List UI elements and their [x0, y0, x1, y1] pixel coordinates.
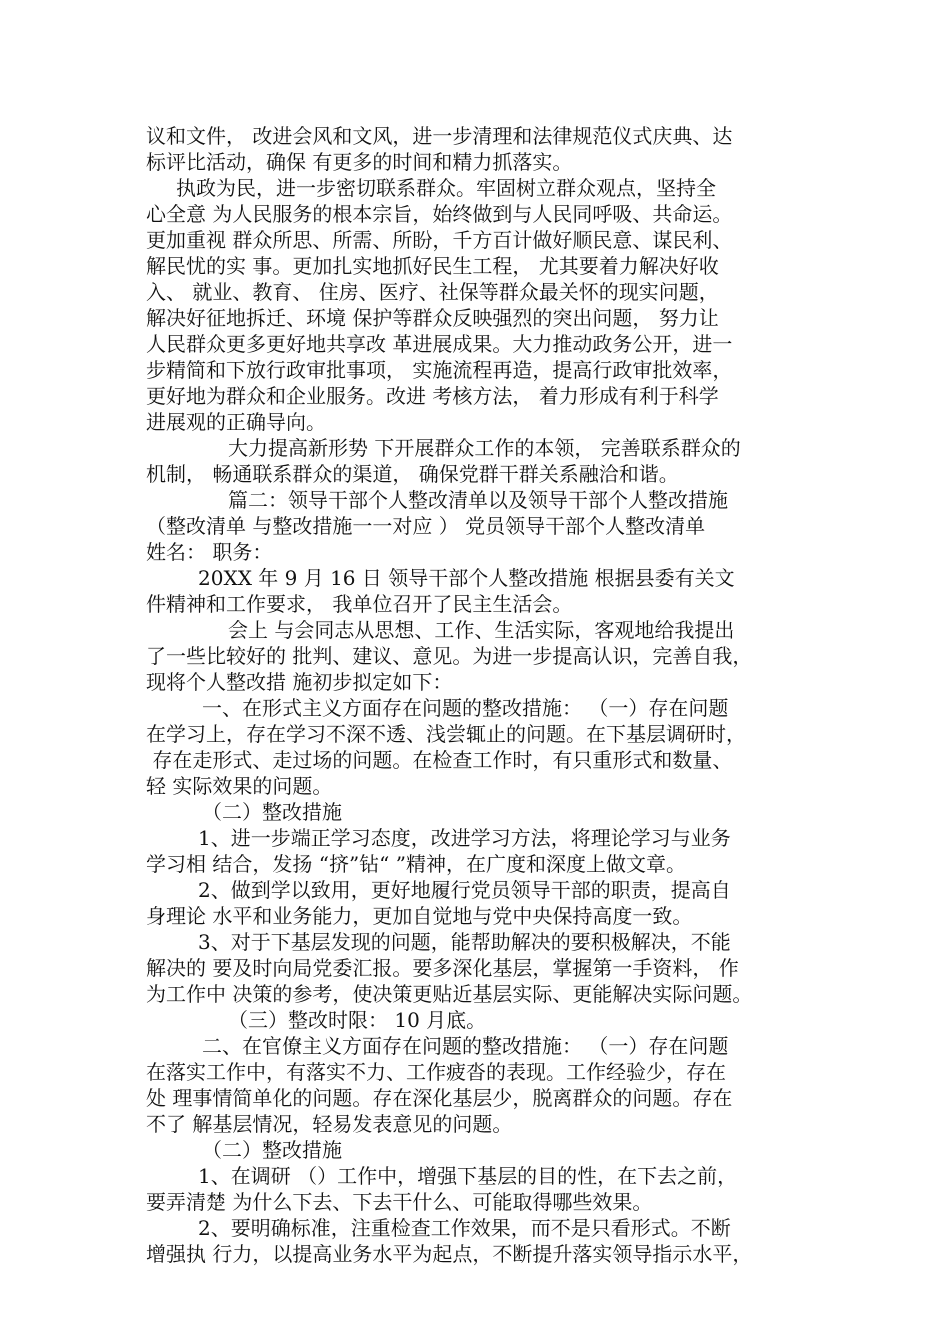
text-line: 更好地为群众和企业服务。改进 考核方法， 着力形成有利于科学 — [146, 384, 719, 408]
text-line: 机制， 畅通联系群众的渠道， 确保党群干群关系融洽和谐。 — [146, 462, 679, 486]
text-line: 2、要明确标准，注重检查工作效果，而不是只看形式。不断 — [198, 1216, 731, 1240]
text-line: 一、在形式主义方面存在问题的整改措施： （一）存在问题 — [202, 696, 729, 720]
text-line: 篇二：领导干部个人整改清单以及领导干部个人整改措施 — [228, 488, 728, 512]
text-line: 1、进一步端正学习态度，改进学习方法，将理论学习与业务 — [198, 826, 731, 850]
text-line: 20XX 年 9 月 16 日 领导干部个人整改措施 根据县委有关文 — [198, 566, 735, 590]
text-line: 为工作中 决策的参考，使决策更贴近基层实际、更能解决实际问题。 — [146, 982, 753, 1006]
text-line: （二）整改措施 — [202, 800, 342, 824]
text-line: 身理论 水平和业务能力，更加自觉地与党中央保持高度一致。 — [146, 904, 693, 928]
text-line: 姓名： 职务： — [146, 540, 273, 564]
text-line: 步精简和下放行政审批事项， 实施流程再造，提高行政审批效率， — [146, 358, 733, 382]
text-line: （整改清单 与整改措施一一对应 ） 党员领导干部个人整改清单 — [146, 514, 706, 538]
text-line: （二）整改措施 — [202, 1138, 342, 1162]
text-line: 1、在调研 （）工作中，增强下基层的目的性，在下去之前， — [198, 1164, 738, 1188]
text-line: 现将个人整改措 施初步拟定如下： — [146, 670, 453, 694]
text-line: （三）整改时限： 10 月底。 — [228, 1008, 487, 1032]
text-line: 存在走形式、走过场的问题。在检查工作时，有只重形式和数量、 — [146, 748, 733, 772]
text-line: 增强执 行力，以提高业务水平为起点，不断提升落实领导指示水平， — [146, 1242, 753, 1266]
text-line: 在学习上，存在学习不深不透、浅尝辄止的问题。在下基层调研时， — [146, 722, 746, 746]
text-line: 解决好征地拆迁、环境 保护等群众反映强烈的突出问题， 努力让 — [146, 306, 719, 330]
text-line: 会上 与会同志从思想、工作、生活实际，客观地给我提出 — [228, 618, 735, 642]
text-line: 3、对于下基层发现的问题，能帮助解决的要积极解决，不能 — [198, 930, 731, 954]
text-line: 人民群众更多更好地共享改 革进展成果。大力推动政务公开，进一 — [146, 332, 733, 356]
text-line: 了一些比较好的 批判、建议、意见。为进一步提高认识，完善自我， — [146, 644, 753, 668]
text-line: 解民忧的实 事。更加扎实地抓好民生工程， 尤其要着力解决好收 — [146, 254, 719, 278]
text-line: 轻 实际效果的问题。 — [146, 774, 333, 798]
text-line: 标评比活动，确保 有更多的时间和精力抓落实。 — [146, 150, 573, 174]
text-line: 要弄清楚 为什么下去、下去干什么、可能取得哪些效果。 — [146, 1190, 653, 1214]
text-line: 学习相 结合，发扬 “挤”钻“ ”精神，在广度和深度上做文章。 — [146, 852, 686, 876]
text-line: 心全意 为人民服务的根本宗旨，始终做到与人民同呼吸、共命运。 — [146, 202, 733, 226]
document-body — [146, 123, 814, 1267]
text-line: 处 理事情简单化的问题。存在深化基层少，脱离群众的问题。存在 — [146, 1086, 733, 1110]
text-line: 2、做到学以致用，更好地履行党员领导干部的职责，提高自 — [198, 878, 731, 902]
text-line: 更加重视 群众所思、所需、所盼，千方百计做好顺民意、谋民利、 — [146, 228, 733, 252]
text-line: 大力提高新形势 下开展群众工作的本领， 完善联系群众的 — [228, 436, 741, 460]
text-line: 件精神和工作要求， 我单位召开了民主生活会。 — [146, 592, 573, 616]
text-line: 议和文件， 改进会风和文风，进一步清理和法律规范仪式庆典、达 — [146, 124, 733, 148]
text-line: 进展观的正确导向。 — [146, 410, 326, 434]
text-line: 解决的 要及时向局党委汇报。要多深化基层，掌握第一手资料， 作 — [146, 956, 739, 980]
text-line: 入、 就业、教育、 住房、医疗、社保等群众最关怀的现实问题， — [146, 280, 719, 304]
text-line: 不了 解基层情况，轻易发表意见的问题。 — [146, 1112, 513, 1136]
text-line: 在落实工作中，有落实不力、工作疲沓的表现。工作经验少，存在 — [146, 1060, 726, 1084]
text-line: 二、在官僚主义方面存在问题的整改措施： （一）存在问题 — [202, 1034, 729, 1058]
text-line: 执政为民，进一步密切联系群众。牢固树立群众观点，坚持全 — [176, 176, 716, 200]
